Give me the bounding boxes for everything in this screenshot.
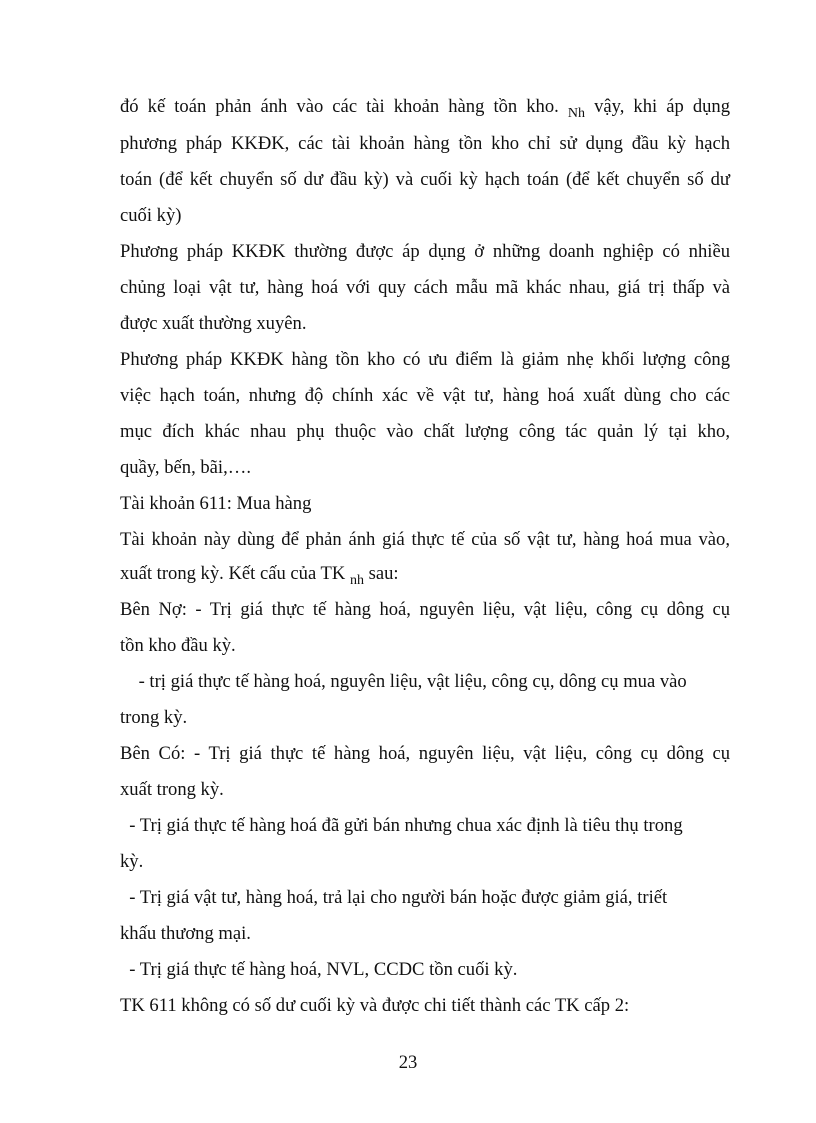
text-line-22: kỳ. — [120, 851, 144, 872]
text-line-7: được xuất thường xuyên. — [120, 313, 307, 334]
text-line-1 — [120, 95, 730, 121]
text-line-8: Phương pháp KKĐK hàng tồn kho có ưu điểm là giảm nhẹ khối lượng công — [120, 349, 730, 370]
text-line-18: trong kỳ. — [120, 707, 188, 728]
text-line-2: phương pháp KKĐK, các tài khoản hàng tồn kho chỉ sử dụng đầu kỳ hạch — [120, 133, 730, 154]
text-line-14-part-b: sau: — [368, 563, 399, 584]
text-line-14 — [120, 562, 399, 588]
text-line-26: TK 611 không có số dư cuối kỳ và được chi tiết thành các TK cấp 2: — [120, 995, 630, 1016]
text-line-15: Bên Nợ: - Trị giá thực tế hàng hoá, nguyên liệu, vật liệu, công cụ dông cụ — [120, 599, 730, 620]
text-line-1-part-b: vậy, khi áp dụng — [594, 96, 731, 117]
text-line-24: khấu thương mại. — [120, 923, 251, 944]
text-line-21: - Trị giá thực tế hàng hoá đã gửi bán nhưng chua xác định là tiêu thụ trong — [120, 815, 683, 836]
text-line-6: chủng loại vật tư, hàng hoá với quy cách mẫu mã khác nhau, giá trị thấp và — [120, 277, 730, 298]
text-line-14-part-a: xuất trong kỳ. Kết cấu của TK — [120, 563, 346, 584]
page-number: 23 — [398, 1052, 418, 1073]
text-line-25: - Trị giá thực tế hàng hoá, NVL, CCDC tồn cuối kỳ. — [120, 959, 518, 980]
text-line-9: việc hạch toán, nhưng độ chính xác về vật tư, hàng hoá xuất dùng cho các — [120, 385, 730, 406]
text-line-1-part-a: đó kế toán phản ánh vào các tài khoản hàng tồn kho. — [120, 96, 559, 117]
text-line-11: quầy, bến, bãi,…. — [120, 457, 251, 478]
text-line-5: Phương pháp KKĐK thường được áp dụng ở những doanh nghiệp có nhiều — [120, 241, 730, 262]
text-line-19: Bên Có: - Trị giá thực tế hàng hoá, nguyên liệu, vật liệu, công cụ dông cụ — [120, 743, 730, 764]
text-line-14-subscript: nh — [349, 573, 364, 588]
text-line-12: Tài khoản 611: Mua hàng — [120, 493, 312, 514]
text-line-16: tồn kho đầu kỳ. — [120, 635, 236, 656]
text-line-4: cuối kỳ) — [120, 205, 182, 226]
text-line-23: - Trị giá vật tư, hàng hoá, trả lại cho người bán hoặc được giảm giá, triết — [120, 887, 668, 908]
text-line-20: xuất trong kỳ. — [120, 779, 224, 800]
text-line-13: Tài khoản này dùng để phản ánh giá thực tế của số vật tư, hàng hoá mua vào, — [120, 529, 730, 550]
text-line-1-subscript: Nh — [567, 106, 585, 121]
text-line-3: toán (để kết chuyển số dư đầu kỳ) và cuối kỳ hạch toán (để kết chuyển số dư — [120, 169, 730, 190]
text-line-17: - trị giá thực tế hàng hoá, nguyên liệu, vật liệu, công cụ, dông cụ mua vào — [120, 671, 687, 692]
text-line-10: mục đích khác nhau phụ thuộc vào chất lượng công tác quản lý tại kho, — [120, 421, 730, 442]
